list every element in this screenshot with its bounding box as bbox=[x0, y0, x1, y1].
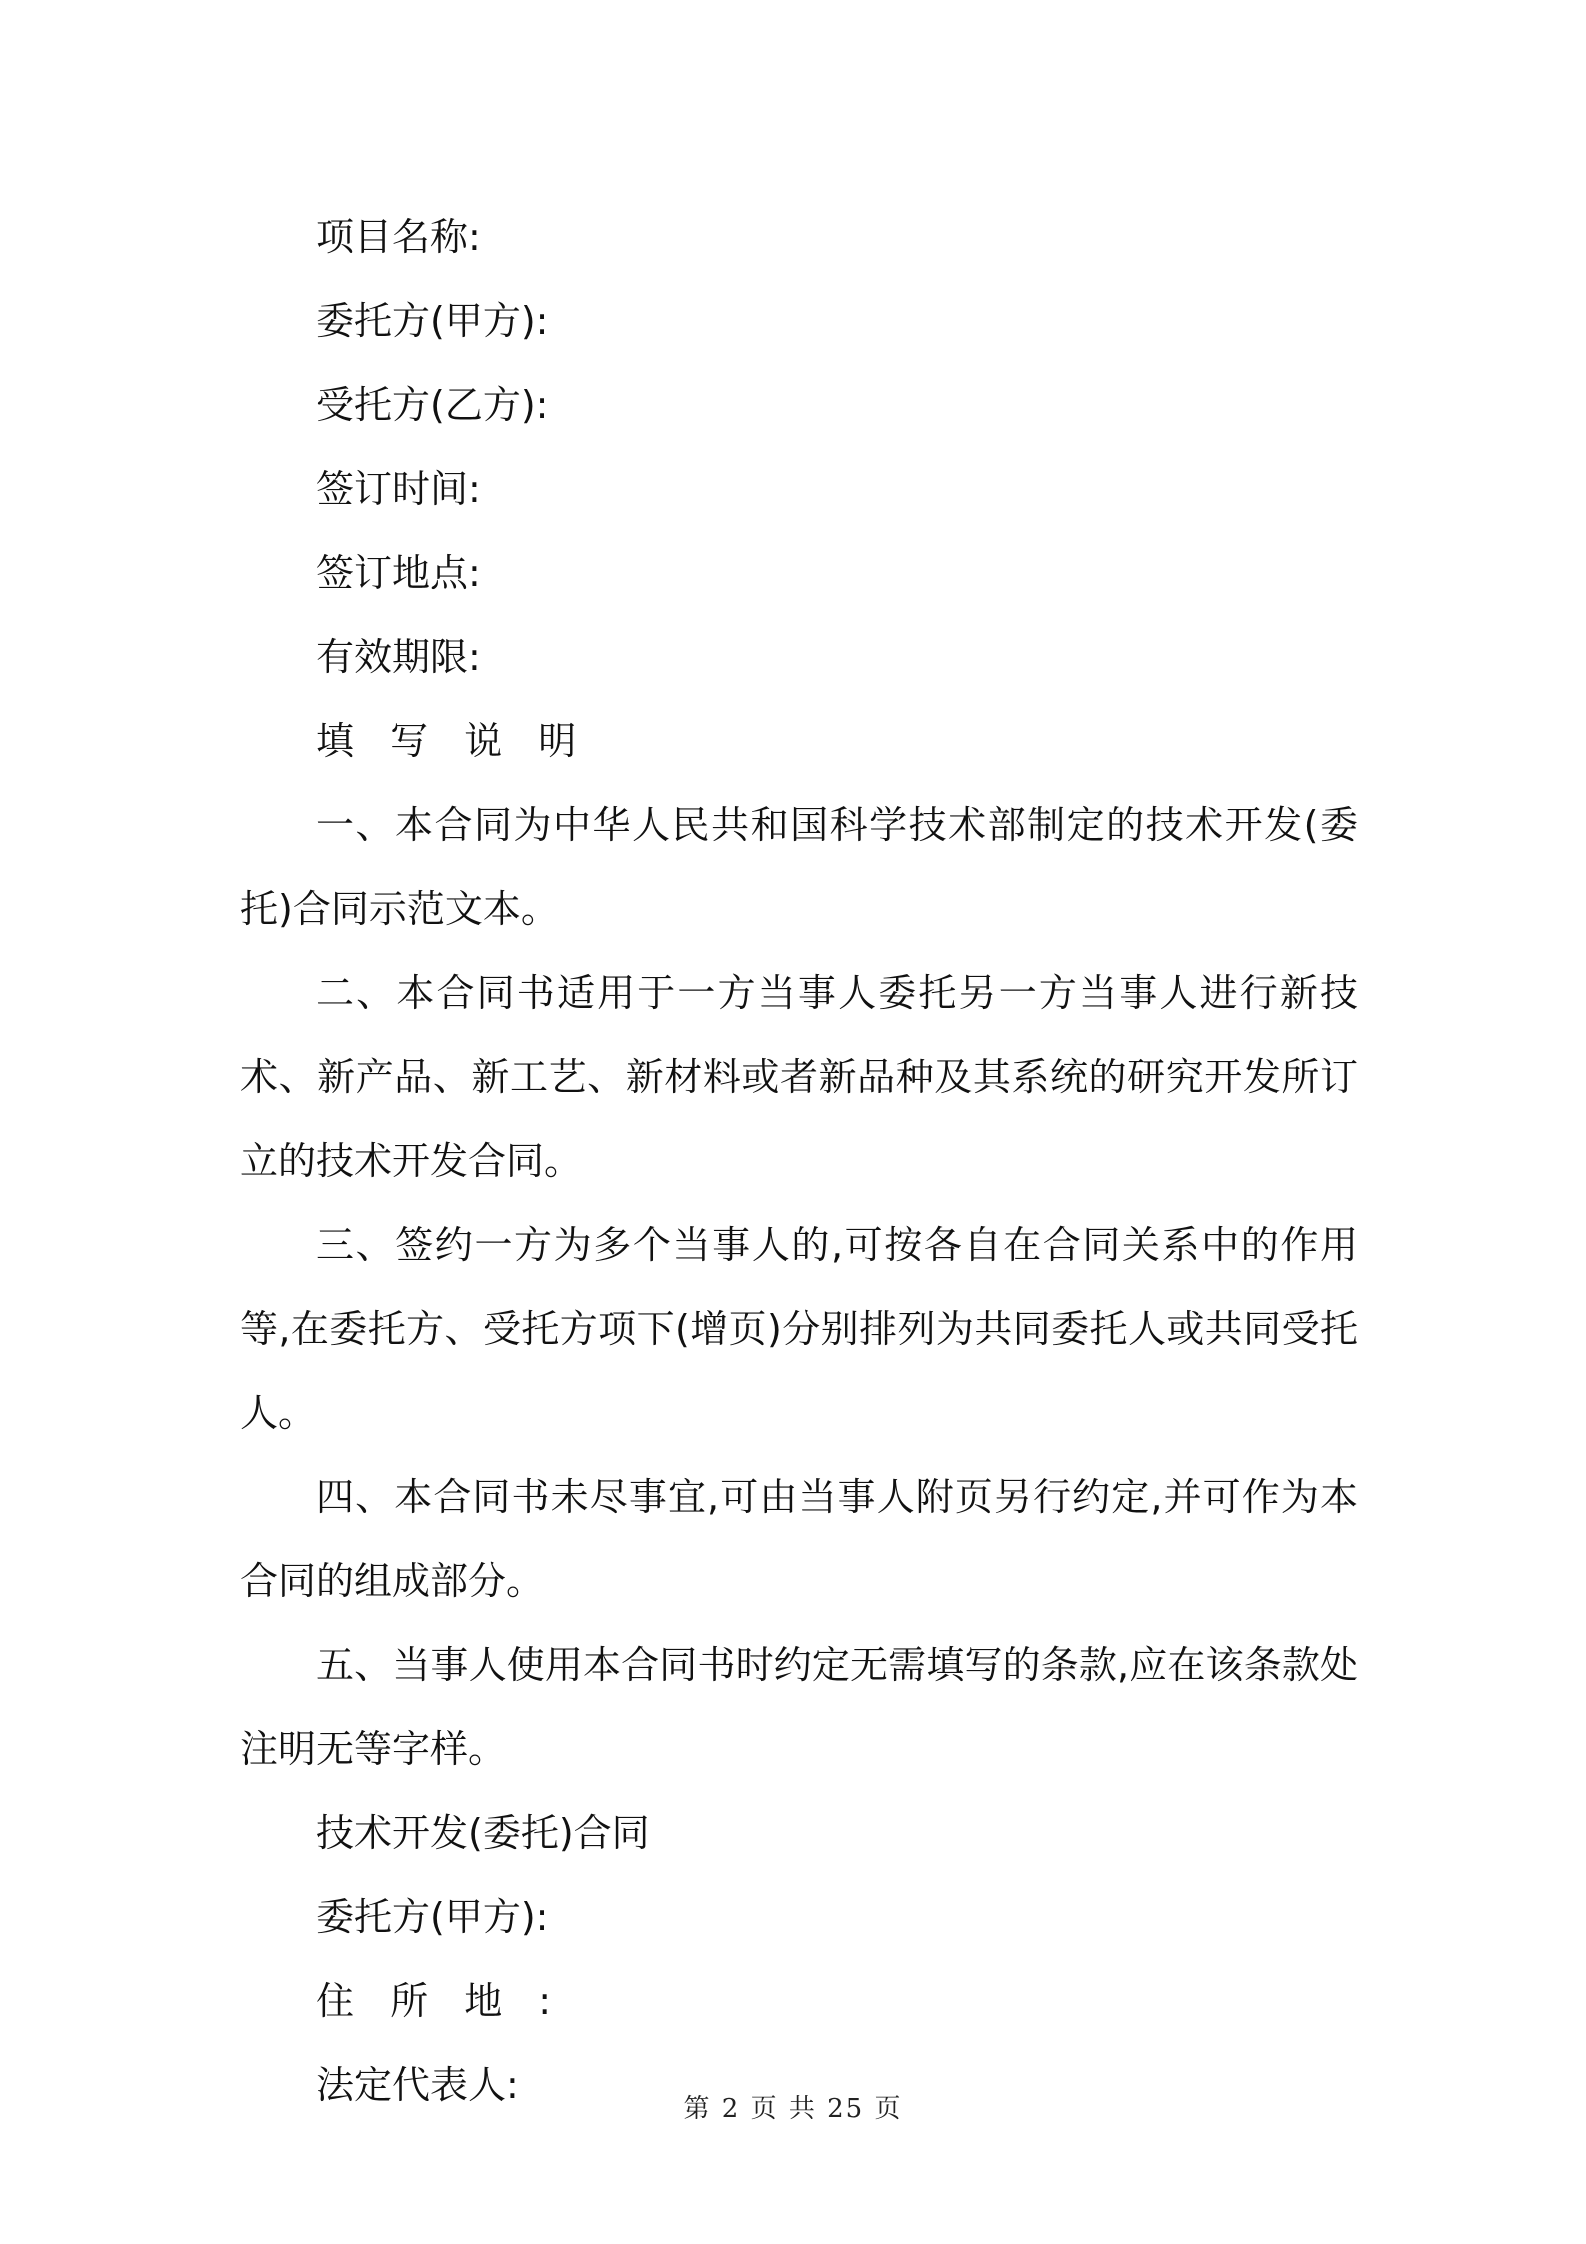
field-client: 委托方(甲方): bbox=[316, 299, 549, 343]
instruction-item-1: 一、本合同为中华人民共和国科学技术部制定的技术开发(委托)合同示范文本。 bbox=[240, 803, 1358, 931]
instruction-item-2: 二、本合同书适用于一方当事人委托另一方当事人进行新技术、新产品、新工艺、新材料或者新品种及其系统的研究开发所订立的技术开发合同。 bbox=[240, 971, 1358, 1183]
contract-address-label: 住所地: bbox=[316, 1979, 588, 2023]
instructions-heading: 填写说明 bbox=[316, 719, 613, 763]
contract-title: 技术开发(委托)合同 bbox=[316, 1811, 650, 1855]
page-number-footer: 第 2 页 共 25 页 bbox=[683, 2094, 903, 2124]
contract-address-field bbox=[240, 1959, 1358, 2043]
contract-legal-rep-field: 法定代表人: bbox=[316, 2063, 519, 2107]
field-contractor: 受托方(乙方): bbox=[316, 383, 549, 427]
field-sign-time: 签订时间: bbox=[316, 467, 481, 511]
page-content bbox=[240, 195, 1358, 2127]
contract-client-field: 委托方(甲方): bbox=[316, 1895, 549, 1939]
field-validity: 有效期限: bbox=[316, 635, 481, 679]
field-sign-place: 签订地点: bbox=[316, 551, 481, 595]
instruction-item-3: 三、签约一方为多个当事人的,可按各自在合同关系中的作用等,在委托方、受托方项下(增页)分别排列为共同委托人或共同受托人。 bbox=[240, 1223, 1358, 1435]
instruction-item-5: 五、当事人使用本合同书时约定无需填写的条款,应在该条款处注明无等字样。 bbox=[240, 1643, 1358, 1771]
instruction-item-4: 四、本合同书未尽事宜,可由当事人附页另行约定,并可作为本合同的组成部分。 bbox=[240, 1475, 1358, 1603]
field-project-name: 项目名称: bbox=[316, 215, 481, 259]
